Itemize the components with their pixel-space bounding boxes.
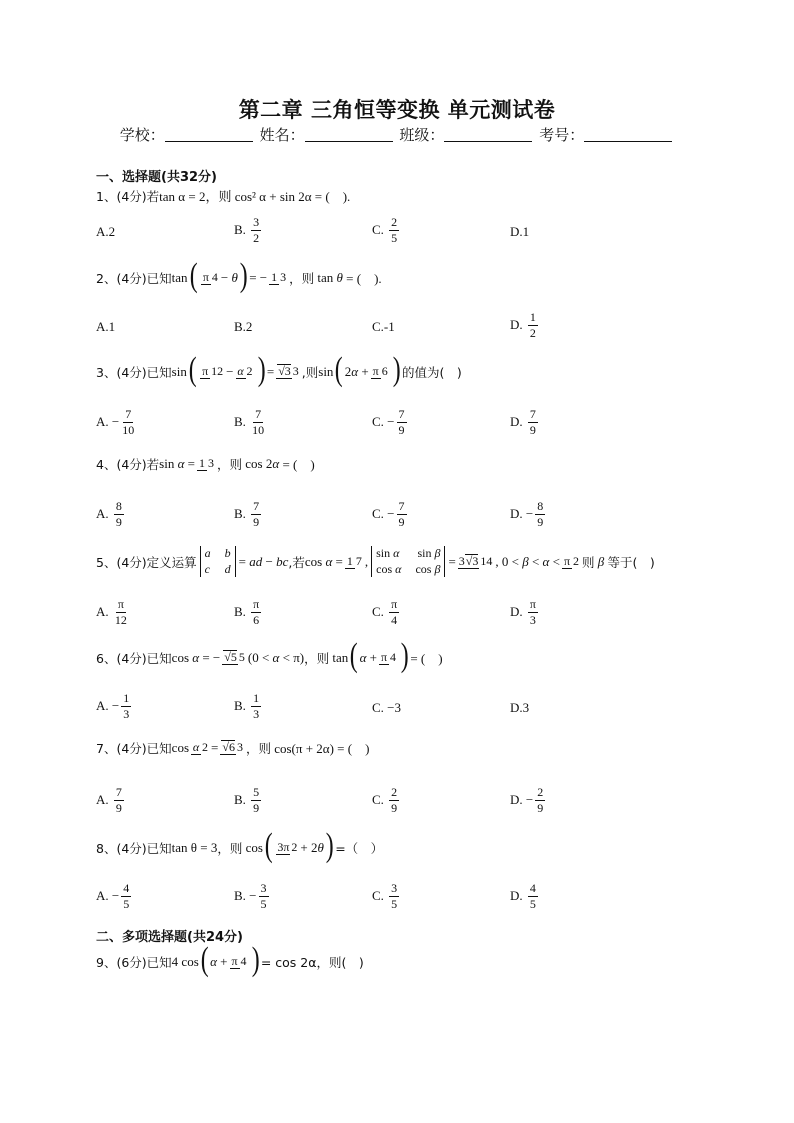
- question-4: 4、(4分)若 sin α = 1 3 ，则 cos 2α = ( ): [96, 455, 315, 472]
- q6-option-c-text: C. −3: [372, 700, 402, 715]
- question-2-ask: = ( ).: [346, 271, 382, 286]
- q6-option-b[interactable]: B. $\frac{1}{3}$: [234, 691, 260, 721]
- question-5-mid: ,若: [288, 554, 305, 570]
- question-2-prefix: 2、(4分)已知: [96, 270, 172, 286]
- q4-option-a[interactable]: A. $\frac{8}{9}$: [96, 499, 122, 529]
- question-7-tail: ，则: [245, 740, 271, 756]
- question-8-ask: =（ ）: [335, 840, 384, 856]
- q3-option-c[interactable]: C. − $\frac{7}{9}$: [372, 407, 405, 437]
- q7-option-a[interactable]: A. $\frac{7}{9}$: [96, 785, 122, 815]
- class-field[interactable]: [444, 127, 532, 142]
- question-4-prefix: 4、(4分)若: [96, 456, 160, 472]
- q5-option-b[interactable]: B. $\frac{\pi}{6}$: [234, 597, 260, 627]
- question-5: 5、(4分)定义运算 a b c d = ad − bc ,若 cos α = 1 7 , sin α sin β cos α cos β = 3√3 14 , 0 < β < α < π 2 则 β 等于( ): [96, 546, 655, 576]
- q4-option-c[interactable]: C. − $\frac{7}{9}$: [372, 499, 405, 529]
- question-4-tail: ，则: [217, 456, 243, 472]
- exam-number-label: 考号：: [539, 126, 585, 144]
- question-8-prefix: 8、(4分)已知: [96, 840, 172, 856]
- q2-option-d[interactable]: D. $\frac{1}{2}$: [510, 310, 536, 340]
- q5-option-d[interactable]: D. $\frac{\pi}{3}$: [510, 597, 536, 627]
- section-heading-single-choice: 一、选择题(共32分): [96, 170, 217, 185]
- q2-option-a-text: A.1: [96, 319, 116, 334]
- q1-option-a-text: A.2: [96, 224, 116, 239]
- question-5-ask: 等于( ): [607, 554, 655, 570]
- q1-option-d[interactable]: [510, 224, 529, 240]
- q4-option-d[interactable]: D. − $\frac{8}{9}$: [510, 499, 544, 529]
- q7-option-b[interactable]: B. $\frac{5}{9}$: [234, 785, 260, 815]
- q7-option-d[interactable]: D. − $\frac{2}{9}$: [510, 785, 544, 815]
- q6-option-a[interactable]: A. − $\frac{1}{3}$: [96, 691, 130, 721]
- question-1: [96, 186, 350, 205]
- question-3-mid: ,则: [301, 364, 319, 380]
- q3-option-d[interactable]: D. $\frac{7}{9}$: [510, 407, 536, 437]
- question-6: 6、(4分)已知 cos α = − √5 5 (0 < α < π) ，则 tan ( α + π 4 ) = ( ): [96, 637, 443, 674]
- q8-option-c[interactable]: C. $\frac{3}{5}$: [372, 881, 398, 911]
- q6-option-d[interactable]: [510, 700, 529, 716]
- student-info-row: [0, 124, 794, 145]
- q2-option-c[interactable]: [372, 319, 395, 335]
- q1-option-a[interactable]: [96, 224, 115, 240]
- question-2-tail: ，则: [289, 270, 315, 286]
- q5-option-c[interactable]: C. $\frac{\pi}{4}$: [372, 597, 398, 627]
- question-6-prefix: 6、(4分)已知: [96, 650, 172, 666]
- q2-option-b-text: B.2: [234, 319, 253, 334]
- question-7-prefix: 7、(4分)已知: [96, 740, 172, 756]
- question-9-prefix: 9、(6分)已知: [96, 954, 172, 970]
- page-title: 第二章 三角恒等变换 单元测试卷: [238, 98, 556, 122]
- question-2: 2、(4分)已知 tan ( π 4 − θ ) = − 1 3 ，则 tan θ = ( ).: [96, 257, 382, 294]
- question-3-tail: 的值为( ): [402, 364, 462, 380]
- q3-option-a[interactable]: A. − $\frac{7}{10}$: [96, 407, 135, 437]
- section-heading-multiple-choice: 二、多项选择题(共24分): [96, 930, 243, 945]
- question-9-tail: = cos 2α，则( ): [260, 954, 364, 970]
- q1-option-b[interactable]: B. $\frac{3}{2}$: [234, 215, 260, 245]
- q8-option-b[interactable]: B. − $\frac{3}{5}$: [234, 881, 267, 911]
- q5-option-a[interactable]: A. $\frac{\pi}{12}$: [96, 597, 127, 627]
- question-6-ask: = ( ): [410, 651, 443, 666]
- question-1-prefix: 1、(4分)若: [96, 188, 160, 204]
- q2-option-c-text: C.-1: [372, 319, 395, 334]
- q4-option-b[interactable]: B. $\frac{7}{9}$: [234, 499, 260, 529]
- q8-option-a[interactable]: A. − $\frac{4}{5}$: [96, 881, 130, 911]
- q6-option-c[interactable]: [372, 700, 401, 716]
- q1-option-d-text: D.1: [510, 224, 530, 239]
- q1-option-c[interactable]: C. $\frac{2}{5}$: [372, 215, 398, 245]
- exam-number-field[interactable]: [584, 127, 672, 142]
- class-label: 班级：: [399, 126, 445, 144]
- question-8: 8、(4分)已知 tan θ = 3 ，则 cos ( 3π 2 + 2θ ) =（ ）: [96, 827, 384, 864]
- name-label: 姓名：: [259, 126, 305, 144]
- question-5-prefix: 5、(4分)定义运算: [96, 554, 197, 570]
- q2-option-a[interactable]: [96, 319, 115, 335]
- school-field[interactable]: [165, 127, 253, 142]
- q3-option-b[interactable]: B. $\frac{7}{10}$: [234, 407, 265, 437]
- question-7-ask: cos(π + 2α) = ( ): [274, 741, 370, 756]
- question-3-prefix: 3、(4分)已知: [96, 364, 172, 380]
- question-7: 7、(4分)已知 cos α 2 = √6 3 ，则 cos(π + 2α) = ( ): [96, 739, 370, 756]
- question-4-ask: = ( ): [282, 457, 315, 472]
- question-5-tail: 则: [581, 554, 595, 570]
- q6-option-d-text: D.3: [510, 700, 530, 715]
- question-1-text: tan α = 2，则 cos² α + sin 2α = ( ).: [159, 189, 351, 204]
- q8-option-d[interactable]: D. $\frac{4}{5}$: [510, 881, 536, 911]
- question-8-condition: tan θ = 3: [171, 839, 218, 855]
- q7-option-c[interactable]: C. $\frac{2}{9}$: [372, 785, 398, 815]
- q2-option-b[interactable]: [234, 319, 252, 335]
- question-3: 3、(4分)已知 sin ( π 12 − α 2 ) = √3 3 ,则 sin ( 2α + π 6 ) 的值为( ): [96, 351, 462, 388]
- name-field[interactable]: [305, 127, 393, 142]
- question-8-tail: ，则: [217, 840, 243, 856]
- question-6-tail: ，则: [304, 650, 330, 666]
- school-label: 学校：: [119, 126, 165, 144]
- question-9: 9、(6分)已知 4 cos ( α + π 4 ) = cos 2α，则( ): [96, 941, 364, 978]
